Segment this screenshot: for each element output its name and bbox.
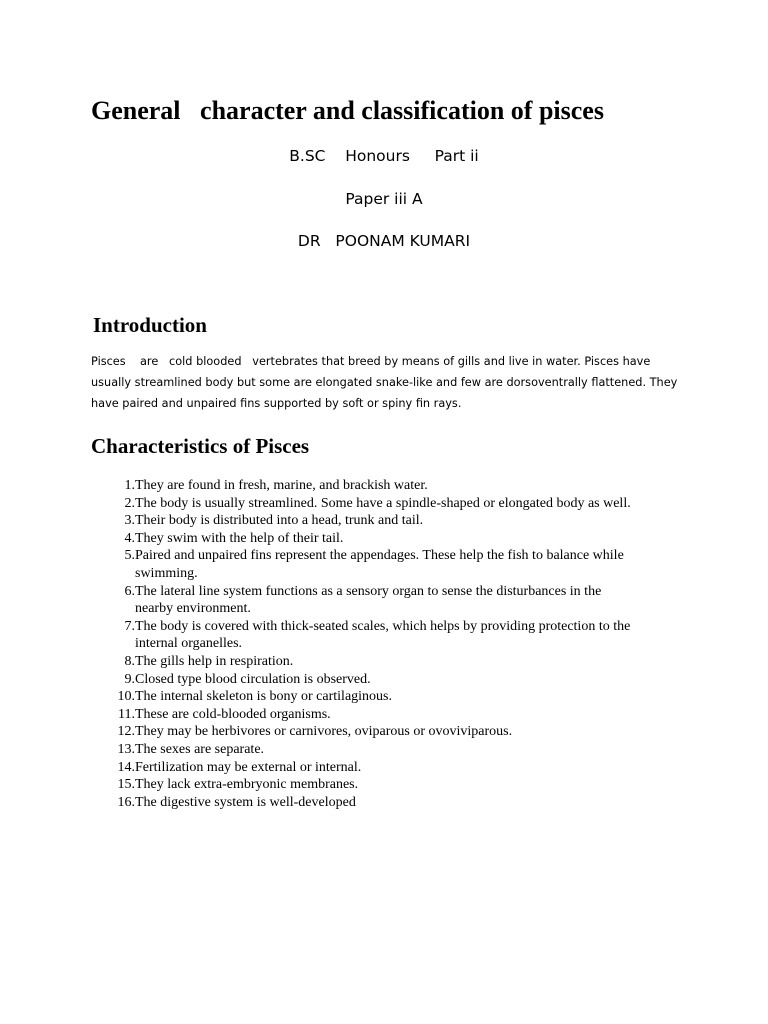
list-item: [100, 547, 690, 582]
list-item-line: The body is usually streamlined. Some have a spindle-shaped or elongated body as well.: [135, 495, 631, 511]
list-item-line: internal organelles.: [135, 636, 243, 652]
list-item-text: [135, 706, 690, 724]
list-item-number: 1.: [124, 478, 135, 493]
list-item-line: They are found in fresh, marine, and brackish water.: [135, 478, 428, 493]
list-item-text: [135, 512, 690, 530]
list-item-text: [135, 723, 690, 741]
list-item-line: The body is covered with thick-seated scales, which helps by providing protection to the: [135, 618, 631, 634]
list-item-number: 3.: [124, 513, 135, 529]
list-item-text: [135, 688, 690, 706]
list-item-text: [135, 547, 690, 582]
list-item-number: 16.: [117, 794, 135, 810]
introduction-line: have paired and unpaired fins supported by soft or spiny fin rays.: [91, 397, 462, 410]
author-line: DR POONAM KUMARI: [297, 232, 471, 250]
list-item-text: [135, 477, 690, 495]
list-item-line: They may be herbivores or carnivores, oviparous or ovoviviparous.: [135, 724, 513, 740]
list-item-number: 6.: [124, 583, 135, 599]
list-item-line: The gills help in respiration.: [135, 653, 294, 669]
list-item-number: 13.: [117, 741, 135, 757]
list-item-number: 11.: [118, 706, 135, 722]
list-item: [100, 776, 690, 794]
list-item: [100, 583, 690, 618]
list-item-number: 10.: [117, 689, 135, 705]
list-item-number: 5.: [124, 548, 135, 564]
list-item-line: These are cold-blooded organisms.: [135, 706, 331, 722]
document-title: General character and classification of pisces: [91, 96, 604, 125]
list-item-text: [135, 583, 690, 618]
list-item-number: 15.: [117, 777, 135, 793]
list-item-number: 9.: [124, 671, 135, 687]
list-item-text: [135, 776, 690, 794]
list-item-line: The internal skeleton is bony or cartilaginous.: [135, 689, 392, 705]
list-item-text: [135, 618, 690, 653]
list-item-text: [135, 741, 690, 759]
list-item: [100, 688, 690, 706]
list-item: [100, 618, 690, 653]
list-item: [100, 759, 690, 777]
list-item-number: 12.: [117, 724, 135, 740]
list-item-line: swimming.: [135, 565, 198, 581]
list-item-number: 4.: [124, 530, 135, 546]
characteristics-heading: Characteristics of Pisces: [91, 434, 310, 458]
course-line: B.SC Honours Part ii: [289, 147, 479, 165]
list-item: [100, 653, 690, 671]
list-item-line: Paired and unpaired fins represent the appendages. These help the fish to balance while: [135, 548, 624, 564]
list-item: [100, 671, 690, 689]
list-item-line: The digestive system is well-developed: [135, 794, 356, 810]
paper-line: Paper iii A: [345, 190, 423, 208]
introduction-line: Pisces are cold blooded vertebrates that breed by means of gills and live in water. Pisces have: [91, 355, 651, 368]
introduction-paragraph: [91, 351, 681, 414]
list-item-line: The sexes are separate.: [135, 741, 265, 757]
list-item: [100, 530, 690, 548]
list-item-line: The lateral line system functions as a sensory organ to sense the disturbances in the: [135, 583, 602, 599]
list-item-text: [135, 495, 690, 513]
list-item-number: 8.: [124, 653, 135, 669]
list-item-text: [135, 794, 690, 812]
list-item: [100, 723, 690, 741]
list-item: [100, 495, 690, 513]
introduction-line: usually streamlined body but some are elongated snake-like and few are dorsoventrally flattened. They: [91, 376, 678, 389]
characteristics-list: [100, 477, 690, 811]
list-item-text: [135, 530, 690, 548]
list-item-number: 14.: [117, 759, 135, 775]
introduction-heading: Introduction: [93, 313, 207, 337]
list-item-text: [135, 671, 690, 689]
list-item: [100, 706, 690, 724]
list-item: [100, 794, 690, 812]
list-item-line: They lack extra-embryonic membranes.: [135, 777, 359, 793]
list-item-line: Closed type blood circulation is observed.: [135, 671, 371, 687]
list-item-line: Fertilization may be external or internal.: [135, 759, 362, 775]
list-item-line: nearby environment.: [135, 601, 251, 617]
list-item-line: They swim with the help of their tail.: [135, 530, 344, 546]
list-item-number: 7.: [124, 618, 135, 634]
list-item: [100, 477, 690, 495]
list-item-line: Their body is distributed into a head, trunk and tail.: [135, 513, 424, 529]
list-item-text: [135, 759, 690, 777]
list-item: [100, 512, 690, 530]
list-item-number: 2.: [124, 495, 135, 511]
list-item-text: [135, 653, 690, 671]
list-item: [100, 741, 690, 759]
